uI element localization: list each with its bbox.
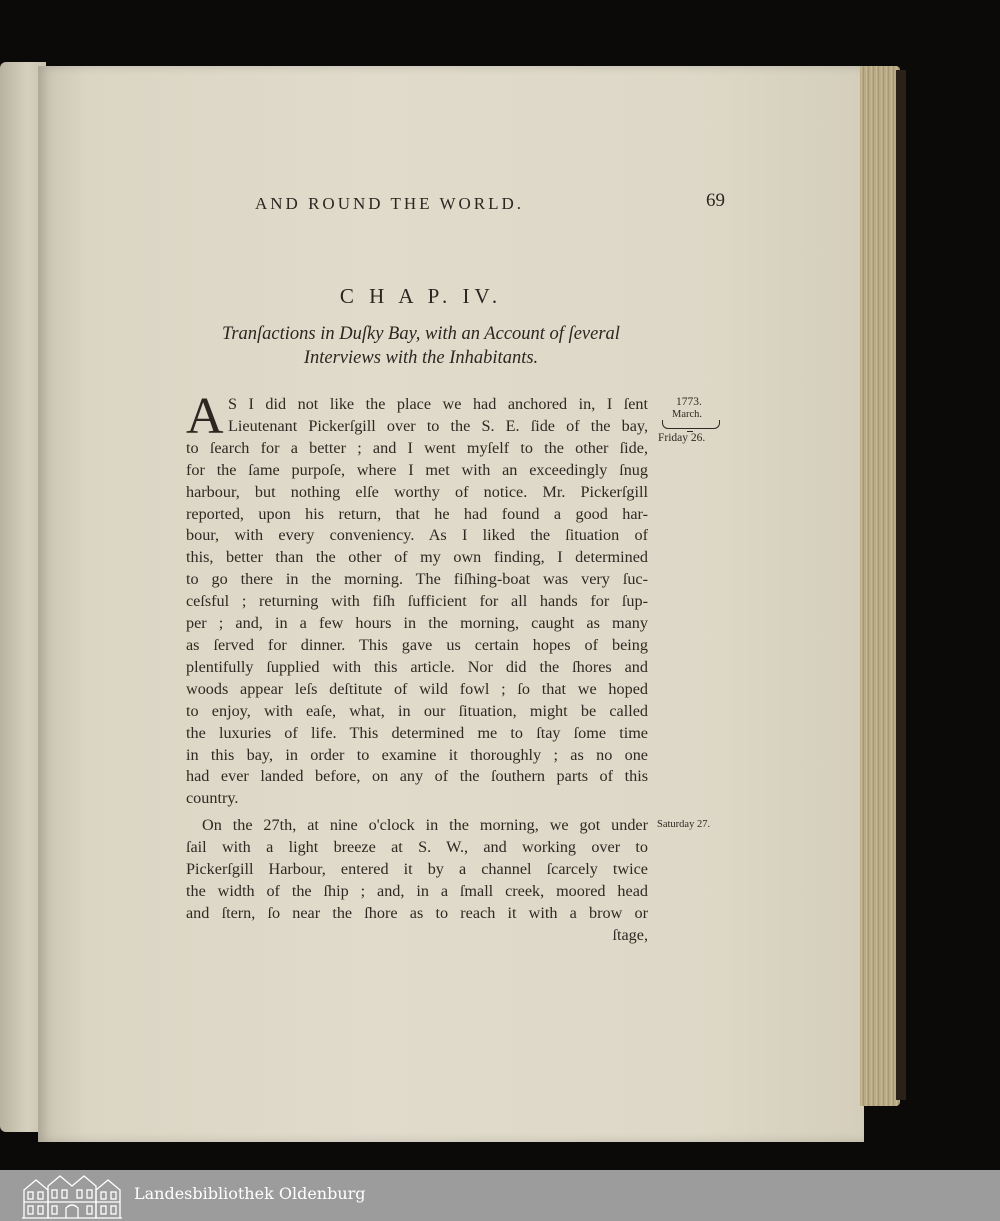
- text-line: as ſerved for dinner. This gave us certain hopes of being: [186, 635, 648, 654]
- text-line: per ; and, in a few hours in the morning, caught as many: [186, 614, 648, 633]
- footer-bar: [0, 1170, 1000, 1221]
- text-line: Pickerſgill Harbour, entered it by a channel ſcarcely twice: [186, 859, 648, 878]
- margin-month: March.: [672, 409, 703, 420]
- text-line: this, better than the other of my own finding, I determined: [186, 548, 648, 567]
- text-line: and ſtern, ſo near the ſhore as to reach it with a brow or: [186, 903, 648, 922]
- text-line: On the 27th, at nine o'clock in the morning, we got under: [202, 816, 648, 834]
- text-line: to go there in the morning. The fiſhing-boat was very ſuc-: [186, 570, 648, 589]
- catchword: ſtage,: [612, 925, 648, 944]
- text-line: in this bay, in order to examine it thoroughly ; as no one: [186, 745, 648, 764]
- drop-cap: A: [186, 388, 224, 445]
- library-building-icon: [22, 1172, 122, 1219]
- running-head: AND ROUND THE WORLD.: [255, 194, 525, 213]
- text-line: ceſsful ; returning with fiſh ſufficient for all hands for ſup-: [186, 592, 648, 611]
- footer-library-name: Landesbibliothek Oldenburg: [134, 1184, 366, 1203]
- text-line: the luxuries of life. This determined me to ſtay ſome time: [186, 723, 648, 742]
- text-line: harbour, but nothing elſe worthy of notice. Mr. Pickerſgill: [186, 482, 648, 501]
- text-line: had ever landed before, on any of the ſouthern parts of this: [186, 767, 648, 786]
- book-cover-edge: [896, 70, 906, 1100]
- text-line: country.: [186, 789, 239, 808]
- text-line: bour, with every conveniency. As I liked the ſituation of: [186, 526, 648, 545]
- text-line: for the ſame purpoſe, where I met with an exceedingly ſnug: [186, 460, 648, 479]
- chapter-heading: C H A P. IV.: [339, 284, 503, 308]
- text-line: plentifully ſupplied with this article. Nor did the ſhores and: [186, 657, 648, 676]
- text-line: Lieutenant Pickerſgill over to the S. E. ſide of the bay,: [228, 416, 648, 435]
- text-line: to enjoy, with eaſe, what, in our ſituation, might be called: [186, 701, 648, 720]
- text-line: woods appear leſs deſtitute of wild fowl ; ſo that we hoped: [186, 679, 648, 698]
- subtitle-line: Tranſactions in Duſky Bay, with an Account of ſeveral: [222, 324, 620, 344]
- subtitle-line: Interviews with the Inhabitants.: [303, 348, 539, 368]
- chapter-subtitle: [186, 322, 656, 370]
- text-line: reported, upon his return, that he had found a good har-: [186, 504, 648, 523]
- paragraph-2: [186, 815, 648, 946]
- margin-date-friday: Friday 26.: [658, 432, 706, 444]
- text-line: ſail with a light breeze at S. W., and working over to: [186, 837, 648, 856]
- text-line: to ſearch for a better ; and I went myſelf to the other ſide,: [186, 438, 648, 457]
- paragraph-1: [186, 388, 648, 810]
- text-line: the width of the ſhip ; and, in a ſmall creek, moored head: [186, 881, 648, 900]
- margin-date-saturday: Saturday 27.: [657, 819, 711, 830]
- page-stack-edge: [860, 66, 900, 1106]
- margin-year: 1773.: [676, 396, 702, 408]
- page-number: 69: [706, 190, 725, 211]
- text-line: S I did not like the place we had anchored in, I ſent: [228, 395, 648, 413]
